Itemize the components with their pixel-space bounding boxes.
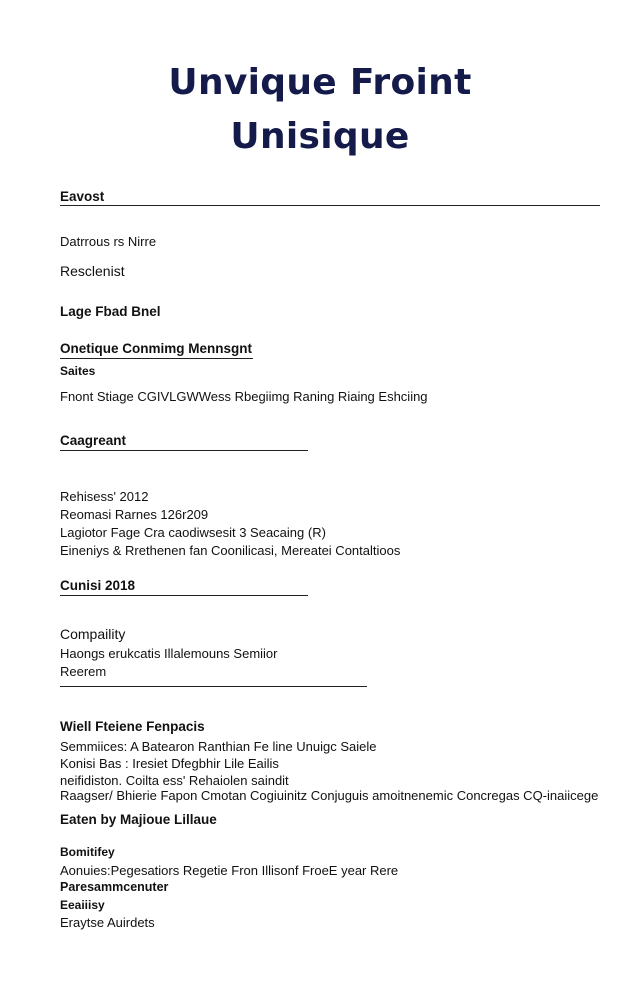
- name-value: Resclenist: [60, 263, 125, 279]
- list-item: Reomasi Rarnes 126r209: [60, 507, 209, 522]
- list-item: neifidiston. Coilta ess' Rehaiolen saindit: [60, 773, 289, 788]
- list-item: Haongs erukcatis Illalemouns Semiior: [60, 646, 278, 661]
- divider-medium: [60, 450, 308, 451]
- title-line-2: Unisique: [230, 116, 410, 157]
- document-title: [0, 56, 640, 164]
- divider-full: [60, 205, 600, 206]
- section-heading-eaten: Eaten by Majioue Lillaue: [60, 812, 217, 827]
- list-item: Semmiices: A Batearon Ranthian Fe line Unuigc Saiele: [60, 739, 377, 754]
- list-item: Reerem: [60, 664, 107, 679]
- title-line-1: Unvique Froint: [168, 62, 472, 103]
- divider-long: [60, 686, 367, 687]
- section-heading-eavost: Eavost: [60, 189, 105, 204]
- list-item: Eeaiiisy: [60, 898, 105, 912]
- list-item: Aonuies:Pegesatiors Regetie Fron Illisonf FroeE year Rere: [60, 863, 399, 878]
- name-label: Datrrous rs Nirre: [60, 234, 157, 249]
- divider-medium: [60, 595, 308, 596]
- section-sub-saites: Saites: [60, 364, 96, 378]
- section-heading-caagreant: Caagreant: [60, 433, 127, 448]
- section-sub-bomitifey: Bomitifey: [60, 845, 115, 859]
- list-item: Eineniys & Rrethenen fan Coonilicasi, Mereatei Contaltioos: [60, 543, 401, 558]
- list-item: Rehisess' 2012: [60, 489, 149, 504]
- section-heading-lage: Lage Fbad Bnel: [60, 304, 161, 319]
- section-heading-onetique: Onetique Conmimg Mennsgnt: [60, 341, 252, 356]
- section-heading-wiell: Wiell Fteiene Fenpacis: [60, 719, 205, 734]
- section-line: Fnont Stiage CGIVLGWWess Rbegiimg Raning Riaing Eshciing: [60, 389, 428, 404]
- list-item: Paresammcenuter: [60, 880, 169, 894]
- list-item: Konisi Bas : Iresiet Dfegbhir Lile Eailis: [60, 756, 279, 771]
- section-heading-cunisi: Cunisi 2018: [60, 578, 136, 593]
- list-item: Raagser/ Bhierie Fapon Cmotan Cogiuinitz Conjuguis amoitnenemic Concregas CQ-inaiicege: [60, 788, 599, 803]
- list-item: Eraytse Auirdets: [60, 915, 155, 930]
- list-item: Compaility: [60, 626, 126, 642]
- list-item: Lagiotor Fage Cra caodiwsesit 3 Seacaing (R): [60, 525, 326, 540]
- divider-short: [60, 358, 253, 359]
